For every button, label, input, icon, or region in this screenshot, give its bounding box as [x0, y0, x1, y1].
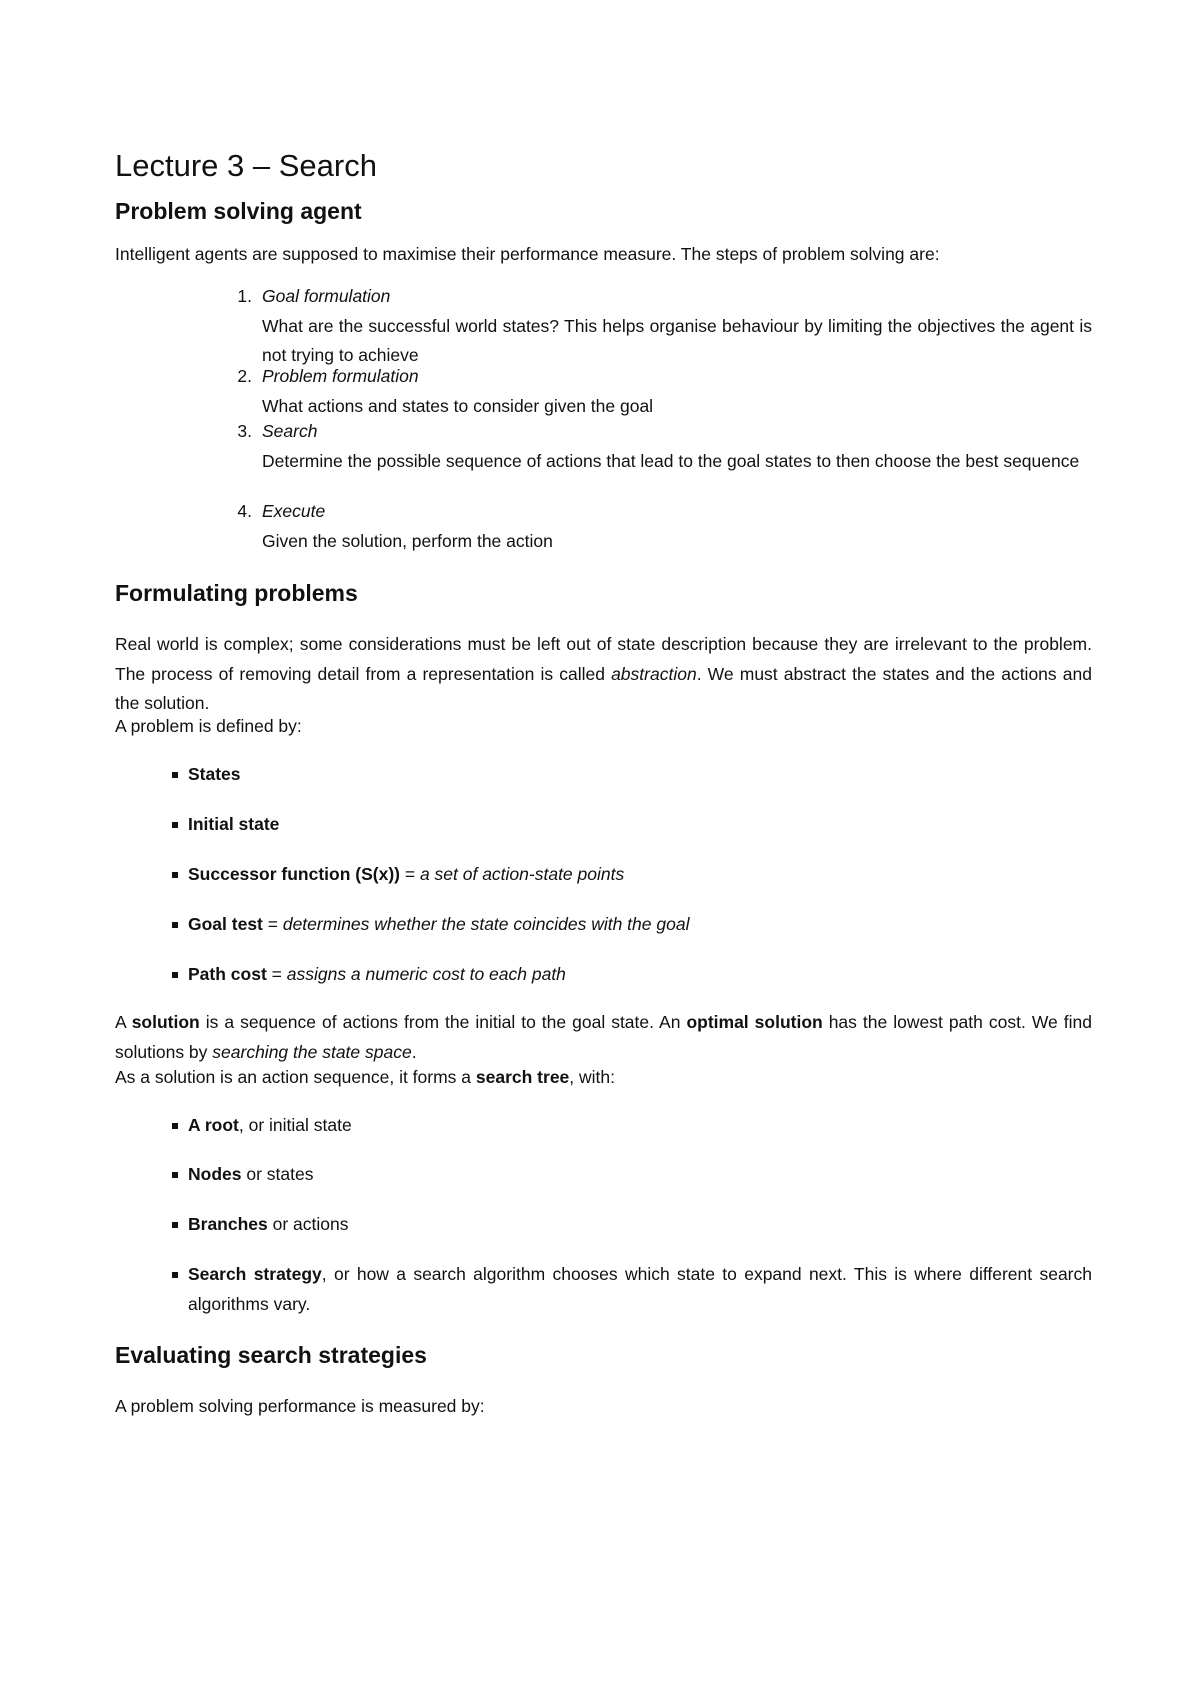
step-item [237, 497, 1092, 556]
definition-text: assigns a numeric cost to each path [286, 964, 566, 984]
bullet-marker [172, 822, 178, 828]
definition-separator: = [266, 964, 287, 984]
list-item [188, 1160, 1092, 1190]
step-number: 4. [237, 501, 252, 521]
solution-text: A [115, 1012, 132, 1032]
step-description: Determine the possible sequence of actions that lead to the goal states to then choose the best sequence [262, 450, 1080, 471]
tree-text: or actions [267, 1214, 349, 1234]
solution-text: has the lowest path cost. We find solutions by [115, 1012, 1092, 1062]
definition-separator: = [399, 864, 420, 884]
step-item [237, 282, 1092, 371]
search-tree-text: As a solution is an action sequence, it forms a [115, 1067, 476, 1087]
step-name: Search [262, 421, 318, 441]
page-title: Lecture 3 – Search [115, 148, 377, 183]
step-name: Goal formulation [262, 286, 391, 306]
heading-evaluating-search-strategies: Evaluating search strategies [115, 1342, 427, 1368]
heading-formulating-problems: Formulating problems [115, 580, 358, 606]
step-name: Problem formulation [262, 366, 419, 386]
tree-text: or states [241, 1164, 314, 1184]
solution-text: . [411, 1041, 417, 1062]
bullet-marker [172, 872, 178, 878]
search-tree-text: , with: [569, 1067, 616, 1087]
list-item [188, 860, 1092, 890]
definition-text: determines whether the state coincides with the goal [282, 914, 690, 934]
step-description: What actions and states to consider given the goal [262, 395, 654, 416]
tree-term: Nodes [188, 1164, 242, 1184]
tree-term: A root [188, 1115, 239, 1135]
search-tree-paragraph [115, 1063, 1092, 1093]
evaluating-intro: A problem solving performance is measured by: [115, 1396, 485, 1416]
list-item [188, 1210, 1092, 1240]
formulating-text-a: Real world is complex; some considerations must be left out of state description because they are irrelevant to the problem. The process of removing detail from a representation is called [115, 634, 1092, 684]
solution-text: is a sequence of actions from the initial to the goal state. An [199, 1012, 687, 1032]
definition-term: States [188, 764, 241, 784]
tree-text: , or how a search algorithm chooses which state to expand next. This is where different search algorithms vary. [188, 1264, 1092, 1314]
formulating-paragraph [115, 630, 1092, 719]
list-item [188, 760, 1092, 790]
step-name: Execute [262, 501, 326, 521]
bullet-marker [172, 1222, 178, 1228]
step-number: 2. [237, 366, 252, 386]
tree-term: Branches [188, 1214, 268, 1234]
definition-term: Path cost [188, 964, 267, 984]
definition-text: a set of action-state points [419, 864, 625, 884]
bullet-marker [172, 1172, 178, 1178]
heading-problem-solving: Problem solving agent [115, 198, 362, 224]
definition-term: Successor function (S(x)) [188, 864, 400, 884]
solution-term: solution [131, 1012, 200, 1032]
definition-separator: = [262, 914, 283, 934]
bullet-marker [172, 1272, 178, 1278]
list-item [188, 960, 1092, 990]
list-item [188, 1111, 1092, 1141]
solution-paragraph [115, 1008, 1092, 1067]
problem-solving-intro: Intelligent agents are supposed to maximise their performance measure. The steps of problem solving are: [115, 244, 940, 264]
step-description: What are the successful world states? This helps organise behaviour by limiting the objectives the agent is not trying to achieve [262, 315, 1092, 366]
optimal-solution-term: optimal solution [686, 1012, 823, 1032]
step-number: 1. [237, 286, 252, 306]
list-item [188, 910, 1092, 940]
step-description: Given the solution, perform the action [262, 530, 553, 551]
definition-term: Initial state [188, 814, 280, 834]
searching-state-space-term: searching the state space [212, 1041, 412, 1062]
step-item [237, 417, 1092, 476]
tree-text: , or initial state [238, 1115, 352, 1135]
list-item [188, 1260, 1092, 1319]
bullet-marker [172, 922, 178, 928]
step-number: 3. [237, 421, 252, 441]
bullet-marker [172, 972, 178, 978]
bullet-marker [172, 772, 178, 778]
definition-term: Goal test [188, 914, 263, 934]
formulating-text-b: . We must abstract the states and the actions and the solution. [115, 663, 1092, 714]
bullet-marker [172, 1123, 178, 1129]
search-tree-term: search tree [475, 1067, 570, 1087]
problem-defined-by: A problem is defined by: [115, 716, 302, 736]
list-item [188, 810, 1092, 840]
tree-term: Search strategy [188, 1264, 322, 1284]
step-item [237, 362, 1092, 421]
abstraction-term: abstraction [611, 663, 697, 684]
